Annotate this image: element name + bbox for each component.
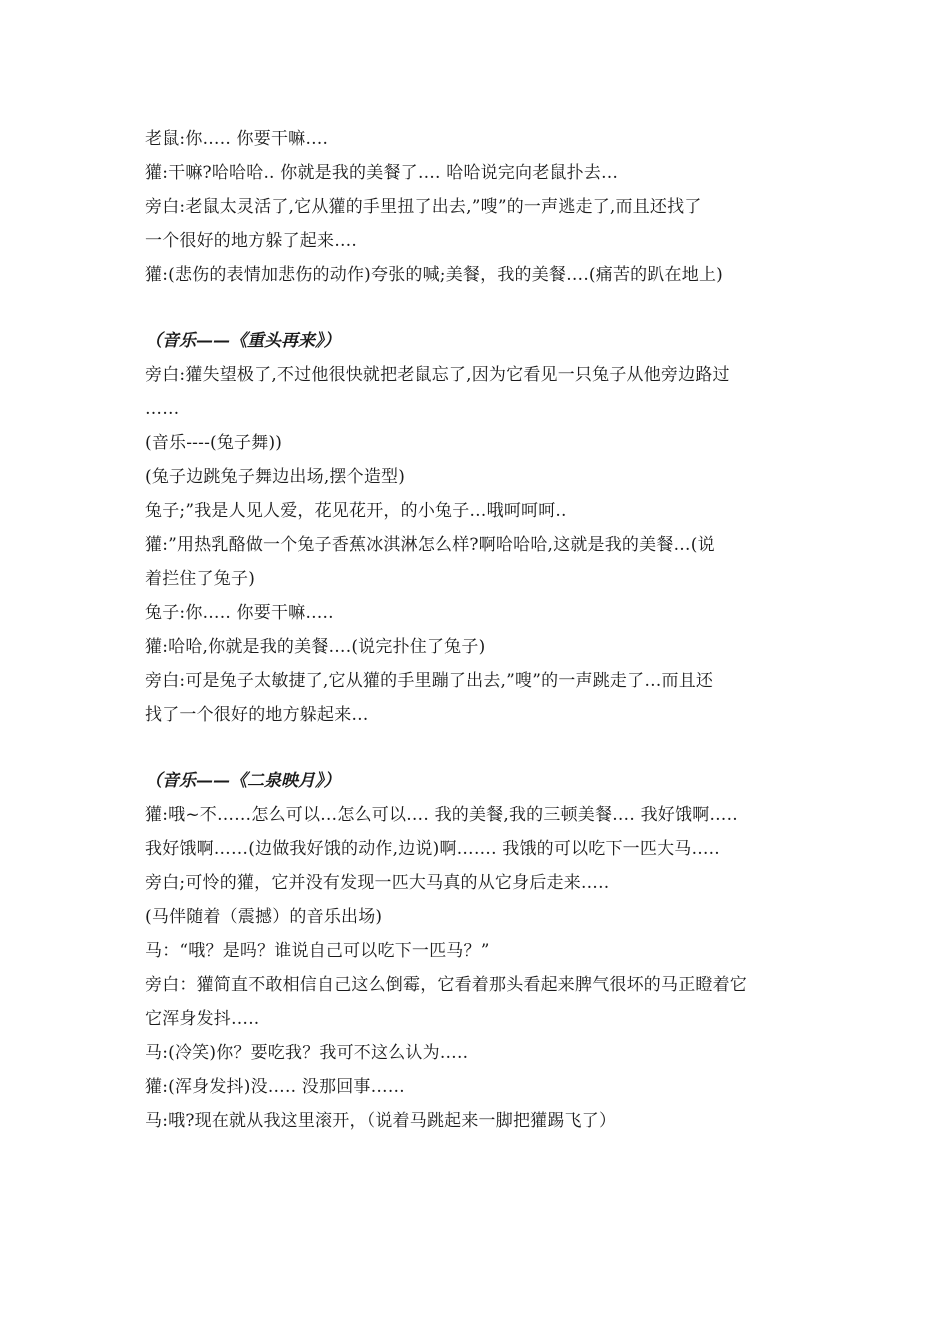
dialogue-line: 獾:哦~不……怎么可以…怎么可以…. 我的美餐,我的三顿美餐…. 我好饿啊…..: [145, 805, 738, 825]
dialogue-line: 獾:(悲伤的表情加悲伤的动作)夸张的喊;美餐，我的美餐….(痛苦的趴在地上): [145, 265, 723, 285]
dialogue-line: (马伴随着（震撼）的音乐出场): [145, 907, 383, 927]
section-mouse-scene: [145, 122, 815, 292]
dialogue-line: 兔子:你….. 你要干嘛…..: [145, 603, 334, 623]
section-spacer: [145, 732, 815, 764]
dialogue-line: 旁白:獾失望极了,不过他很快就把老鼠忘了,因为它看见一只兔子从他旁边路过: [145, 365, 730, 385]
document-page: [145, 122, 815, 1138]
music-cue-heading: （音乐——《重头再来》）: [145, 331, 341, 351]
dialogue-line: (音乐----(兔子舞)): [145, 433, 283, 453]
section-spacer: [145, 292, 815, 324]
dialogue-line: 獾:”用热乳酪做一个兔子香蕉冰淇淋怎么样?啊哈哈哈,这就是我的美餐…(说: [145, 535, 715, 555]
section-rabbit-scene: [145, 324, 815, 732]
dialogue-line: 着拦住了兔子): [145, 569, 256, 589]
dialogue-line: 旁白：獾简直不敢相信自己这么倒霉，它看着那头看起来脾气很坏的马正瞪着它: [145, 975, 747, 995]
dialogue-line: 獾:干嘛?哈哈哈.. 你就是我的美餐了…. 哈哈说完向老鼠扑去…: [145, 163, 619, 183]
dialogue-line: 旁白:老鼠太灵活了,它从獾的手里扭了出去,”嗖”的一声逃走了,而且还找了: [145, 197, 702, 217]
dialogue-line: 它浑身发抖…..: [145, 1009, 260, 1029]
dialogue-line: 獾:哈哈,你就是我的美餐….(说完扑住了兔子): [145, 637, 486, 657]
dialogue-line: 马:(冷笑)你？要吃我？我可不这么认为…..: [145, 1043, 469, 1063]
dialogue-line: 獾:(浑身发抖)没….. 没那回事……: [145, 1077, 406, 1097]
dialogue-line: 一个很好的地方躲了起来….: [145, 231, 358, 251]
dialogue-line: (兔子边跳兔子舞边出场,摆个造型): [145, 467, 406, 487]
section-horse-scene: [145, 764, 815, 1138]
dialogue-line: 兔子;”我是人见人爱，花见花开，的小兔子…哦呵呵呵..: [145, 501, 567, 521]
dialogue-line: 旁白;可怜的獾，它并没有发现一匹大马真的从它身后走来…..: [145, 873, 610, 893]
dialogue-line: 旁白:可是兔子太敏捷了,它从獾的手里蹦了出去,”嗖”的一声跳走了…而且还: [145, 671, 714, 691]
dialogue-line: 老鼠:你….. 你要干嘛….: [145, 129, 329, 149]
dialogue-line: 马:哦?现在就从我这里滚开，（说着马跳起来一脚把獾踢飞了）: [145, 1111, 617, 1131]
dialogue-line: ……: [145, 399, 180, 419]
dialogue-line: 我好饿啊……(边做我好饿的动作,边说)啊……. 我饿的可以吃下一匹大马…..: [145, 839, 720, 859]
music-cue-heading: （音乐——《二泉映月》）: [145, 771, 341, 791]
dialogue-line: 找了一个很好的地方躲起来…: [145, 705, 369, 725]
dialogue-line: 马：“哦？是吗？谁说自己可以吃下一匹马？”: [145, 941, 490, 961]
